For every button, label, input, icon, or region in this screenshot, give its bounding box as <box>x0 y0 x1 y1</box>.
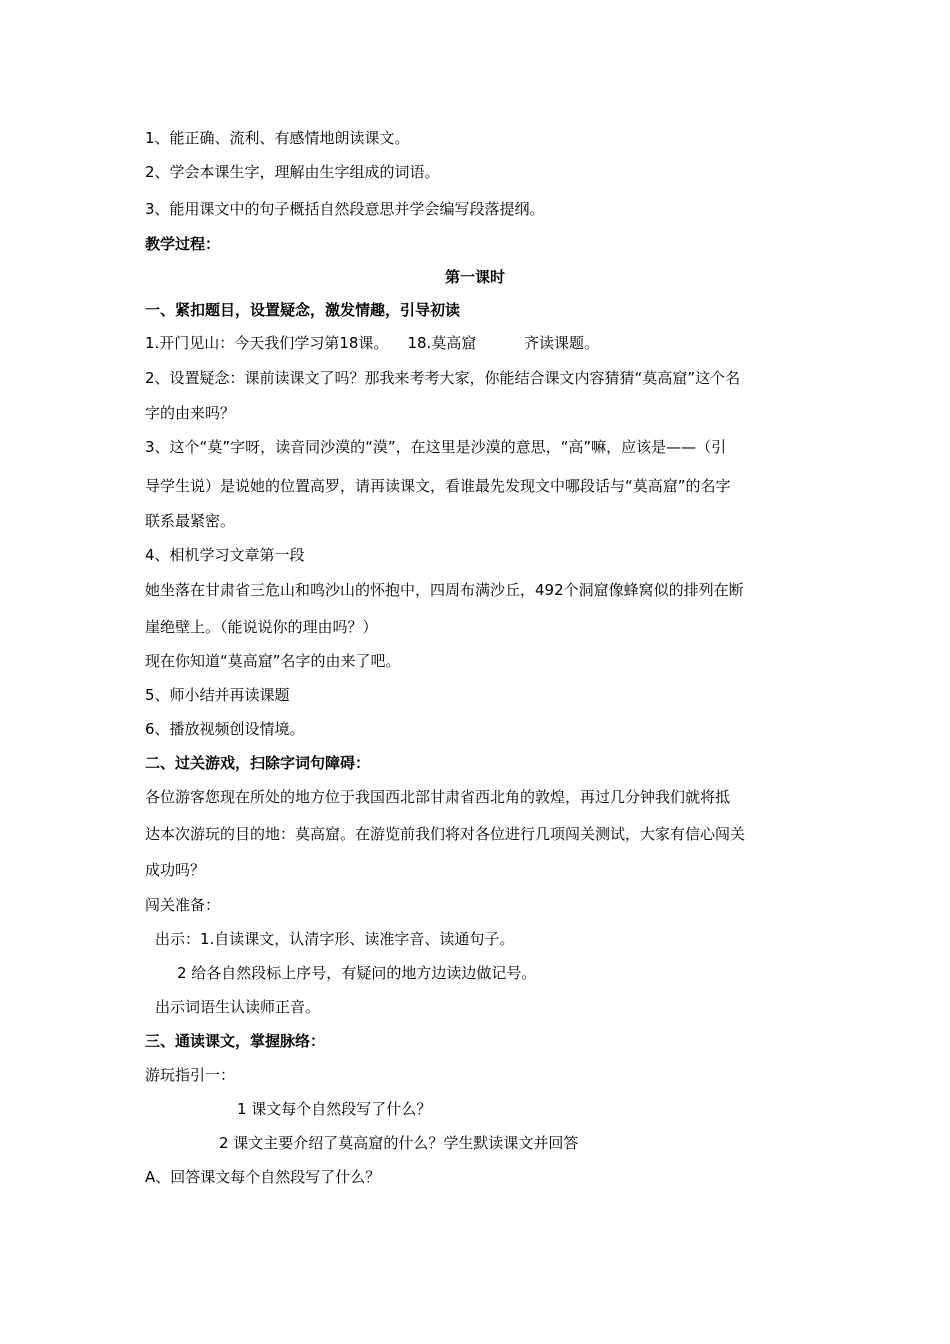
step-3-line-1: 3、这个“莫”字呀，读音同沙漠的“漠”，在这里是沙漠的意思，“高”嘛，应该是——（引 <box>145 438 727 456</box>
step-1: 1.开门见山：今天我们学习第18课。 18.莫高窟 齐读课题。 <box>145 334 600 352</box>
intro-line-3: 成功吗？ <box>145 861 206 879</box>
guide-label: 游玩指引一： <box>145 1066 236 1084</box>
intro-line-2: 达本次游玩的目的地：莫高窟。在游览前我们将对各位进行几项闯关测试，大家有信心闯关 <box>145 825 746 843</box>
question-2: 2 课文主要介绍了莫高窟的什么？学生默读课文并回答 <box>219 1134 579 1152</box>
quote-line-2: 崖绝壁上。（能说说你的理由吗？） <box>145 618 378 636</box>
section1-heading: 一、紧扣题目，设置疑念，激发情趣，引导初读 <box>145 301 461 319</box>
step-3-line-2: 导学生说）是说她的位置高罗，请再读课文，看谁最先发现文中哪段话与“莫高窟”的名字 <box>145 477 731 495</box>
followup: 现在你知道“莫高窟”名字的由来了吧。 <box>145 652 401 670</box>
objective-3: 3、能用课文中的句子概括自然段意思并学会编写段落提纲。 <box>145 200 545 218</box>
objective-2: 2、学会本课生字，理解由生字组成的词语。 <box>145 163 440 181</box>
show-item-3: 出示词语生认读师正音。 <box>155 998 321 1016</box>
intro-line-1: 各位游客您现在所处的地方位于我国西北部甘肃省西北角的敦煌，再过几分钟我们就将抵 <box>145 788 731 806</box>
objective-1: 1、能正确、流利、有感情地朗读课文。 <box>145 129 410 147</box>
show-item-1: 出示：1.自读课文，认清字形、读准字音、读通句子。 <box>155 930 515 948</box>
question-1: 1 课文每个自然段写了什么？ <box>237 1100 432 1118</box>
section2-heading: 二、过关游戏，扫除字词句障碍： <box>145 754 371 772</box>
step-3-line-3: 联系最紧密。 <box>145 512 236 530</box>
prep-label: 闯关准备： <box>145 896 221 914</box>
step-2-line-1: 2、设置疑念：课前读课文了吗？那我来考考大家，你能结合课文内容猜猜“莫高窟”这个名 <box>145 369 741 387</box>
lesson-title: 第一课时 <box>444 268 505 286</box>
step-2-line-2: 字的由来吗？ <box>145 404 236 422</box>
show-item-2: 2 给各自然段标上序号，有疑问的地方边读边做记号。 <box>177 964 537 982</box>
section3-heading: 三、通读课文，掌握脉络： <box>145 1032 326 1050</box>
process-heading: 教学过程： <box>145 235 221 253</box>
step-6: 6、播放视频创设情境。 <box>145 720 305 738</box>
answer-a: A、回答课文每个自然段写了什么？ <box>145 1168 381 1186</box>
step-4: 4、相机学习文章第一段 <box>145 546 305 564</box>
quote-line-1: 她坐落在甘肃省三危山和鸣沙山的怀抱中，四周布满沙丘，492个洞窟像蜂窝似的排列在断 <box>145 581 744 599</box>
step-5: 5、师小结并再读课题 <box>145 686 290 704</box>
